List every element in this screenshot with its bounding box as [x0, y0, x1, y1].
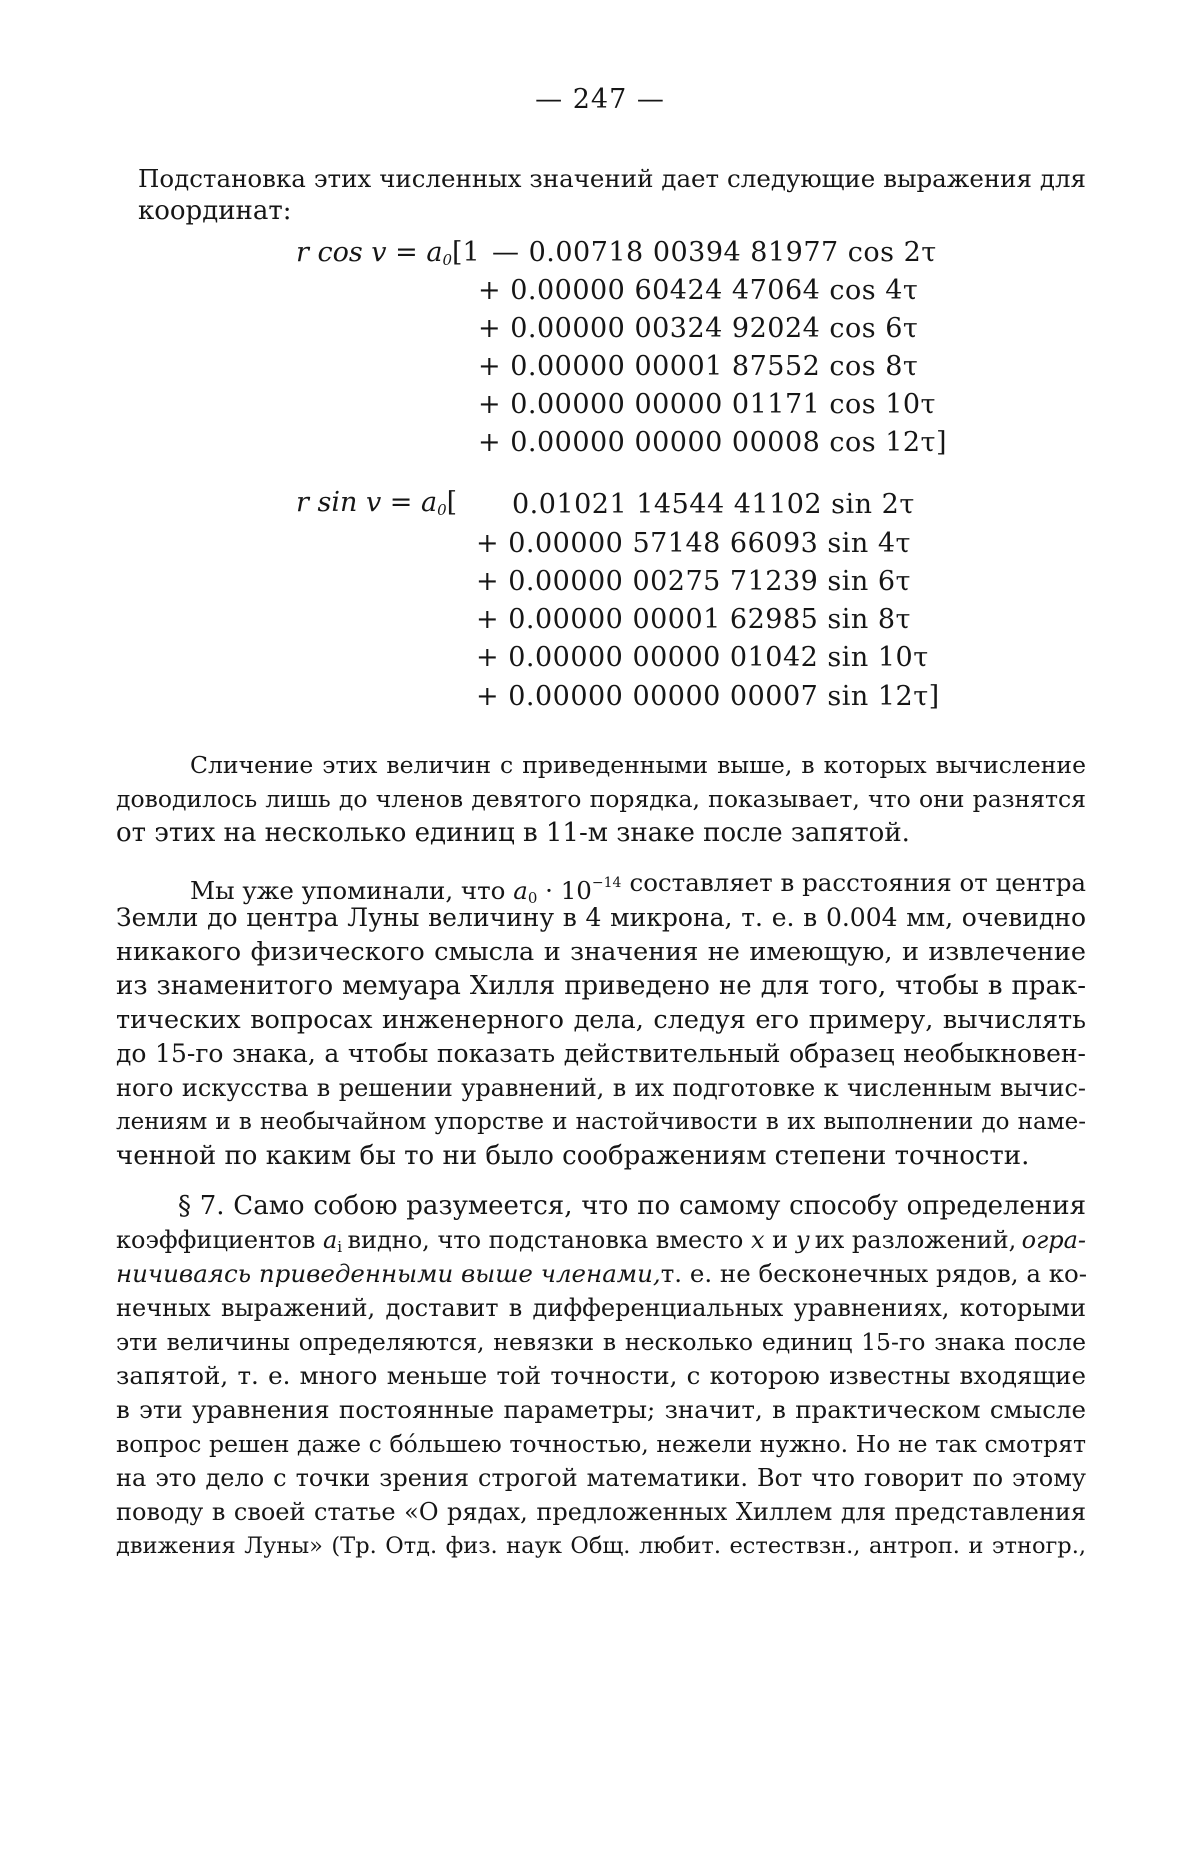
sin-term-6: + 0.00000 00000 00007 sin 12τ]	[476, 681, 940, 712]
cos-equation-lhs: r cos v = a0[1	[296, 237, 480, 269]
para3-line-6: запятой, т. е. много меньше той точности, с которою известны входящие	[116, 1359, 1086, 1393]
para3-line-5: эти величины определяются, невязки в несколько единиц 15-го знака после	[116, 1325, 1086, 1359]
para2-line-3: никакого физического смысла и значения не имеющую, и извлечение	[116, 935, 1086, 969]
page-number: — 247 —	[0, 84, 1200, 115]
sin-term-2: + 0.00000 57148 66093 sin 4τ	[476, 528, 911, 559]
intro-line-1: Подстановка этих численных значений дает следующие выражения для	[138, 162, 1086, 196]
para3-line-4: нечных выражений, доставит в дифференциальных уравнениях, которыми	[116, 1291, 1086, 1325]
cos-term-2: + 0.00000 60424 47064 cos 4τ	[478, 275, 918, 306]
cos-term-5: + 0.00000 00000 01171 cos 10τ	[478, 389, 936, 420]
sin-term-1: 0.01021 14544 41102 sin 2τ	[512, 489, 915, 520]
para2-line-7: ного искусства в решении уравнений, в их подготовке к численным вычис-	[116, 1071, 1086, 1105]
para3-line-3: ничиваясь приведенными выше членами, т. е. не бесконечных рядов, а ко-	[116, 1257, 1086, 1291]
para3-line-10: поводу в своей статье «О рядах, предложенных Хиллем для представления	[116, 1495, 1086, 1529]
intro-line-2: координат:	[138, 194, 292, 228]
para3-line-1: § 7. Само собою разумеется, что по самому способу определения	[178, 1189, 1086, 1223]
para2-line-2: Земли до центра Луны величину в 4 микрона, т. е. в 0.004 мм, очевидно	[116, 901, 1086, 935]
sin-term-3: + 0.00000 00275 71239 sin 6τ	[476, 566, 911, 597]
cos-term-1: — 0.00718 00394 81977 cos 2τ	[492, 237, 937, 268]
para3-line-9: на это дело с точки зрения строгой математики. Вот что говорит по этому	[116, 1461, 1086, 1495]
cos-term-4: + 0.00000 00001 87552 cos 8τ	[478, 351, 918, 382]
sin-term-4: + 0.00000 00001 62985 sin 8τ	[476, 604, 911, 635]
sin-equation-lhs: r sin v = a0[	[296, 487, 457, 519]
para3-line-8: вопрос решен даже с бо́льшею точностью, нежели нужно. Но не так смотрят	[116, 1427, 1086, 1461]
para3-line-2: коэффициентов ai видно, что подстановка вместо x и y их разложений, огра-	[116, 1223, 1086, 1264]
para2-line-5: тических вопросах инженерного дела, следуя его примеру, вычислять	[116, 1003, 1086, 1037]
book-page	[0, 0, 1200, 1869]
para2-line-6: до 15-го знака, а чтобы показать действительный образец необыкновен-	[116, 1037, 1086, 1071]
para1-line-3: от этих на несколько единиц в 11-м знаке после запятой.	[116, 816, 910, 850]
sin-term-5: + 0.00000 00000 01042 sin 10τ	[476, 642, 929, 673]
cos-term-3: + 0.00000 00324 92024 cos 6τ	[478, 313, 918, 344]
para2-line-8: лениям и в необычайном упорстве и настойчивости в их выполнении до наме-	[116, 1105, 1086, 1139]
para2-line-4: из знаменитого мемуара Хилля приведено не для того, чтобы в прак-	[116, 969, 1086, 1003]
para3-line-11: движения Луны» (Тр. Отд. физ. наук Общ. любит. естествзн., антроп. и этногр.,	[116, 1529, 1086, 1563]
cos-term-6: + 0.00000 00000 00008 cos 12τ]	[478, 427, 947, 458]
para1-line-2: доводилось лишь до членов девятого порядка, показывает, что они разнятся	[116, 782, 1086, 816]
para2-line-9: ченной по каким бы то ни было соображениям степени точности.	[116, 1139, 1029, 1173]
para2-line-1: Мы уже упоминали, что a0 · 10−14 составляет в расстояния от центра	[190, 866, 1086, 915]
para1-line-1: Сличение этих величин с приведенными выше, в которых вычисление	[190, 748, 1086, 782]
para3-line-7: в эти уравнения постоянные параметры; значит, в практическом смысле	[116, 1393, 1086, 1427]
